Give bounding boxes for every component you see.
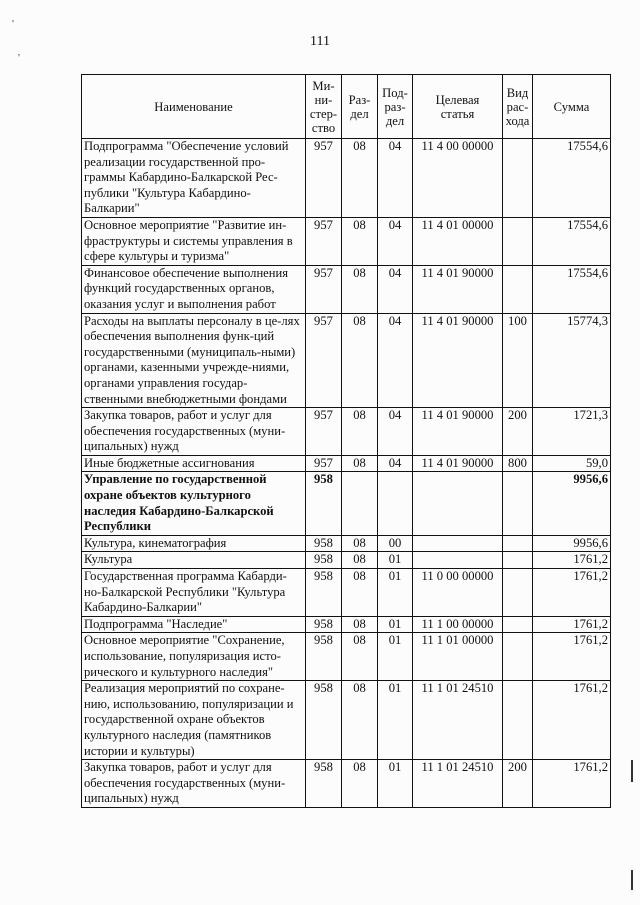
header-subsection [378,75,413,139]
cell-expense [503,139,533,218]
cell-expense [503,535,533,552]
cell-sum: 1761,2 [533,633,611,681]
cell-subsection: 04 [378,139,413,218]
cell-subsection: 01 [378,569,413,617]
cell-target: 11 4 01 90000 [413,455,503,472]
cell-section: 08 [342,633,378,681]
cell-subsection [378,472,413,535]
cell-expense: 800 [503,455,533,472]
budget-table [81,74,611,808]
cell-name: Расходы на выплаты персоналу в це-лях обеспечения выполнения функ-ций государственными (муниципаль-ными) органами, казенными учрежде-ниями, органами управления государ-ственными внебюджетными фондами [82,313,306,408]
cell-sum: 1761,2 [533,569,611,617]
cell-expense [503,569,533,617]
cell-target: 11 4 01 00000 [413,217,503,265]
table-row [82,265,611,313]
header-subsection-text: Под- раз- дел [382,85,408,128]
cell-ministry: 958 [306,681,342,760]
cell-expense [503,217,533,265]
cell-section: 08 [342,552,378,569]
table-row [82,472,611,535]
cell-section: 08 [342,455,378,472]
cell-section: 08 [342,535,378,552]
cell-name: Государственная программа Кабарди-но-Балкарской Республики "Культура Кабардино-Балкарии" [82,569,306,617]
scan-speck: ' [18,52,20,64]
table-row [82,633,611,681]
header-row [82,75,611,139]
cell-name: Иные бюджетные ассигнования [82,455,306,472]
table-row [82,313,611,408]
cell-sum: 1721,3 [533,408,611,456]
table-row [82,569,611,617]
cell-ministry: 958 [306,616,342,633]
cell-sum: 1761,2 [533,616,611,633]
header-ministry [306,75,342,139]
cell-target: 11 1 01 00000 [413,633,503,681]
cell-target: 11 0 00 00000 [413,569,503,617]
table-row [82,681,611,760]
table-body [82,139,611,808]
cell-section: 08 [342,139,378,218]
cell-subsection: 04 [378,265,413,313]
cell-ministry: 957 [306,265,342,313]
header-name: Наименование [82,75,306,139]
table-row [82,455,611,472]
header-expense [503,75,533,139]
cell-expense: 100 [503,313,533,408]
cell-expense [503,265,533,313]
cell-ministry: 958 [306,535,342,552]
cell-sum: 17554,6 [533,265,611,313]
table-row [82,616,611,633]
scan-edge-mark [631,870,633,890]
cell-section: 08 [342,217,378,265]
cell-expense [503,616,533,633]
table-row [82,760,611,808]
cell-name: Культура, кинематография [82,535,306,552]
cell-expense [503,633,533,681]
cell-name: Основное мероприятие "Сохранение, использование, популяризация исто-рического и культурного наследия" [82,633,306,681]
cell-target: 11 1 00 00000 [413,616,503,633]
cell-subsection: 01 [378,633,413,681]
header-sum: Сумма [533,75,611,139]
cell-ministry: 957 [306,408,342,456]
cell-sum: 1761,2 [533,760,611,808]
cell-target: 11 1 01 24510 [413,681,503,760]
table-row [82,408,611,456]
cell-subsection: 00 [378,535,413,552]
cell-target: 11 4 01 90000 [413,313,503,408]
cell-ministry: 958 [306,472,342,535]
header-target-text: Целевая статья [435,92,480,121]
cell-ministry: 957 [306,139,342,218]
cell-subsection: 04 [378,455,413,472]
cell-section: 08 [342,569,378,617]
cell-sum: 1761,2 [533,681,611,760]
cell-sum: 9956,6 [533,535,611,552]
table-row [82,139,611,218]
cell-section: 08 [342,265,378,313]
cell-name: Основное мероприятие "Развитие ин-фраструктуры и системы управления в сфере культуры и туризма" [82,217,306,265]
cell-sum: 17554,6 [533,217,611,265]
cell-name: Подпрограмма "Обеспечение условий реализации государственной про-граммы Кабардино-Балкарской Рес-публики "Культура Кабардино-Балкарии" [82,139,306,218]
cell-name: Культура [82,552,306,569]
cell-subsection: 04 [378,217,413,265]
cell-name: Реализация мероприятий по сохране-нию, использованию, популяризации и государственной охране объектов культурного наследия (памятников истории и культуры) [82,681,306,760]
cell-ministry: 957 [306,217,342,265]
cell-expense [503,552,533,569]
cell-name: Подпрограмма "Наследие" [82,616,306,633]
header-section [342,75,378,139]
cell-target [413,535,503,552]
cell-target: 11 4 00 00000 [413,139,503,218]
header-section-text: Раз- дел [348,92,371,121]
cell-ministry: 957 [306,313,342,408]
cell-sum: 9956,6 [533,472,611,535]
cell-subsection: 04 [378,408,413,456]
cell-section [342,472,378,535]
cell-sum: 15774,3 [533,313,611,408]
cell-ministry: 958 [306,633,342,681]
cell-subsection: 04 [378,313,413,408]
table-row [82,552,611,569]
cell-expense [503,472,533,535]
cell-subsection: 01 [378,681,413,760]
cell-target [413,472,503,535]
cell-expense: 200 [503,408,533,456]
scan-speck: ' [12,18,14,30]
cell-section: 08 [342,760,378,808]
cell-sum: 1761,2 [533,552,611,569]
cell-ministry: 958 [306,760,342,808]
cell-subsection: 01 [378,760,413,808]
cell-section: 08 [342,313,378,408]
cell-ministry: 958 [306,552,342,569]
scan-edge-mark [631,760,633,782]
cell-name: Закупка товаров, работ и услуг для обеспечения государственных (муни-ципальных) нужд [82,408,306,456]
cell-subsection: 01 [378,552,413,569]
table-row [82,535,611,552]
header-expense-text: Вид рас- хода [505,85,530,128]
page-number: 111 [310,34,330,49]
cell-ministry: 957 [306,455,342,472]
cell-target: 11 4 01 90000 [413,408,503,456]
cell-name: Финансовое обеспечение выполнения функций государственных органов, оказания услуг и выполнения работ [82,265,306,313]
cell-expense: 200 [503,760,533,808]
cell-section: 08 [342,681,378,760]
cell-target [413,552,503,569]
cell-target: 11 4 01 90000 [413,265,503,313]
cell-target: 11 1 01 24510 [413,760,503,808]
table-row [82,217,611,265]
header-target [413,75,503,139]
cell-section: 08 [342,616,378,633]
cell-ministry: 958 [306,569,342,617]
cell-section: 08 [342,408,378,456]
cell-sum: 17554,6 [533,139,611,218]
cell-name: Управление по государственной охране объектов культурного наследия Кабардино-Балкарской Республики [82,472,306,535]
cell-name: Закупка товаров, работ и услуг для обеспечения государственных (муни-ципальных) нужд [82,760,306,808]
cell-subsection: 01 [378,616,413,633]
header-ministry-text: Ми- ни- стер- ство [309,78,338,135]
cell-expense [503,681,533,760]
cell-sum: 59,0 [533,455,611,472]
